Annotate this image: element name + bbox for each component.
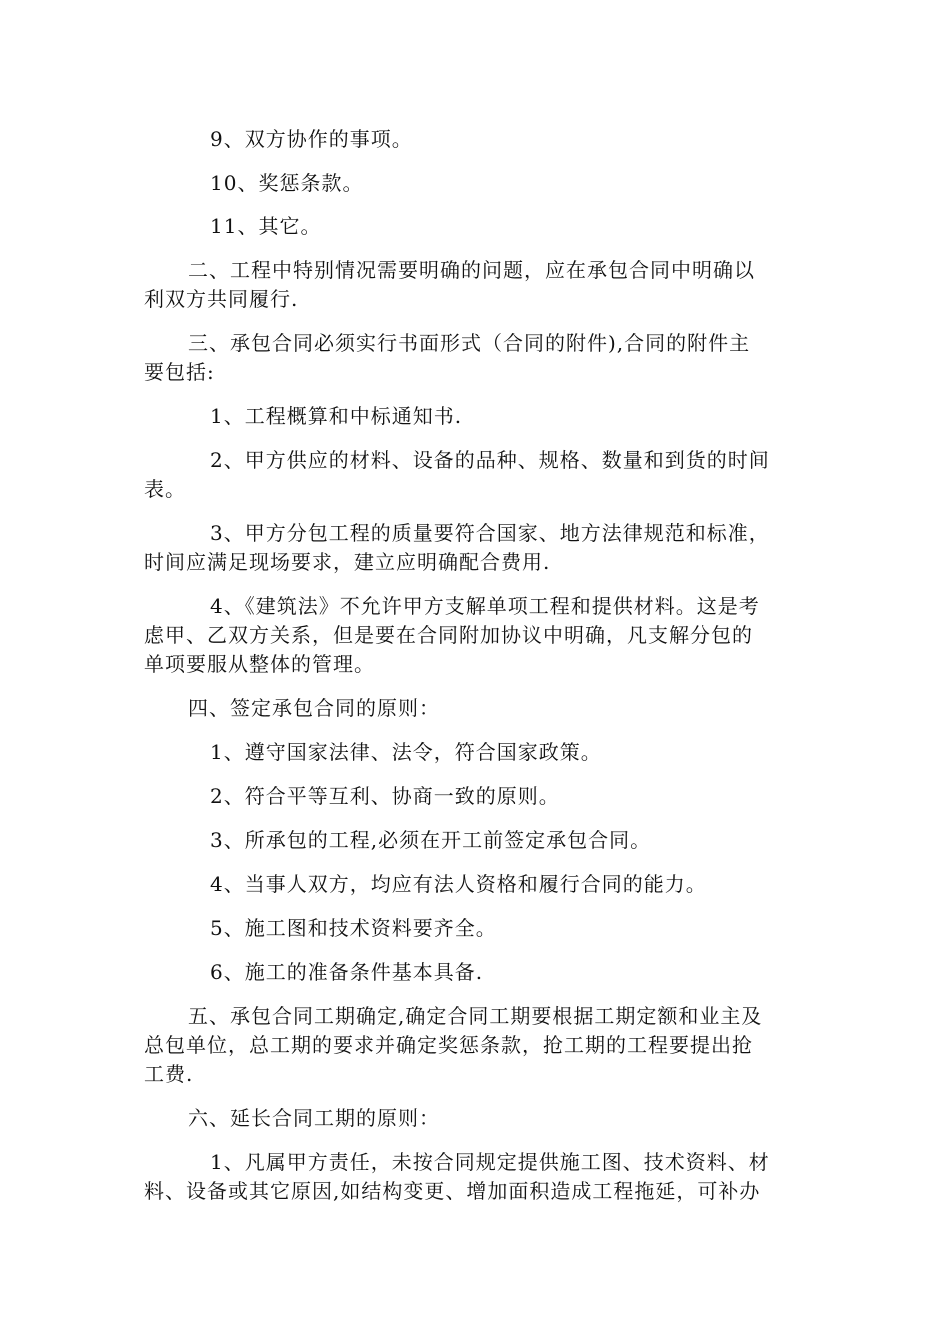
paragraph-line: 利双方共同履行. (144, 287, 299, 311)
paragraph-line: 料、设备或其它原因,如结构变更、增加面积造成工程拖延，可补办 (144, 1179, 761, 1203)
list-item: 1、遵守国家法律、法令，符合国家政策。 (210, 740, 602, 764)
list-item: 3、甲方分包工程的质量要符合国家、地方法律规范和标准， (210, 521, 770, 545)
paragraph-line: 总包单位，总工期的要求并确定奖惩条款，抢工期的工程要提出抢 (144, 1033, 753, 1057)
paragraph-line: 单项要服从整体的管理。 (144, 652, 375, 676)
section-heading: 二、工程中特别情况需要明确的问题，应在承包合同中明确以 (188, 258, 755, 282)
paragraph-line: 工费. (144, 1062, 194, 1086)
list-item: 11、其它。 (210, 214, 322, 238)
list-item: 4、当事人双方，均应有法人资格和履行合同的能力。 (210, 872, 707, 896)
list-item: 9、双方协作的事项。 (210, 127, 413, 151)
section-heading: 四、签定承包合同的原则： (188, 696, 440, 720)
paragraph-line: 虑甲、乙双方关系，但是要在合同附加协议中明确，凡支解分包的 (144, 623, 753, 647)
list-item: 1、凡属甲方责任，未按合同规定提供施工图、技术资料、材 (210, 1150, 770, 1174)
list-item: 4、《建筑法》不允许甲方支解单项工程和提供材料。这是考 (210, 594, 760, 618)
list-item: 6、施工的准备条件基本具备. (210, 960, 484, 984)
paragraph-line: 要包括: (144, 360, 215, 384)
list-item: 2、符合平等互利、协商一致的原则。 (210, 784, 560, 808)
section-heading: 三、承包合同必须实行书面形式（合同的附件),合同的附件主 (188, 331, 751, 355)
list-item: 3、所承包的工程,必须在开工前签定承包合同。 (210, 828, 652, 852)
section-heading: 六、延长合同工期的原则： (188, 1106, 440, 1130)
section-heading: 五、承包合同工期确定,确定合同工期要根据工期定额和业主及 (188, 1004, 763, 1028)
paragraph-line: 表。 (144, 477, 186, 501)
list-item: 5、施工图和技术资料要齐全。 (210, 916, 497, 940)
list-item: 2、甲方供应的材料、设备的品种、规格、数量和到货的时间 (210, 448, 770, 472)
list-item: 1、工程概算和中标通知书. (210, 404, 463, 428)
list-item: 10、奖惩条款。 (210, 171, 364, 195)
paragraph-line: 时间应满足现场要求，建立应明确配合费用. (144, 550, 551, 574)
